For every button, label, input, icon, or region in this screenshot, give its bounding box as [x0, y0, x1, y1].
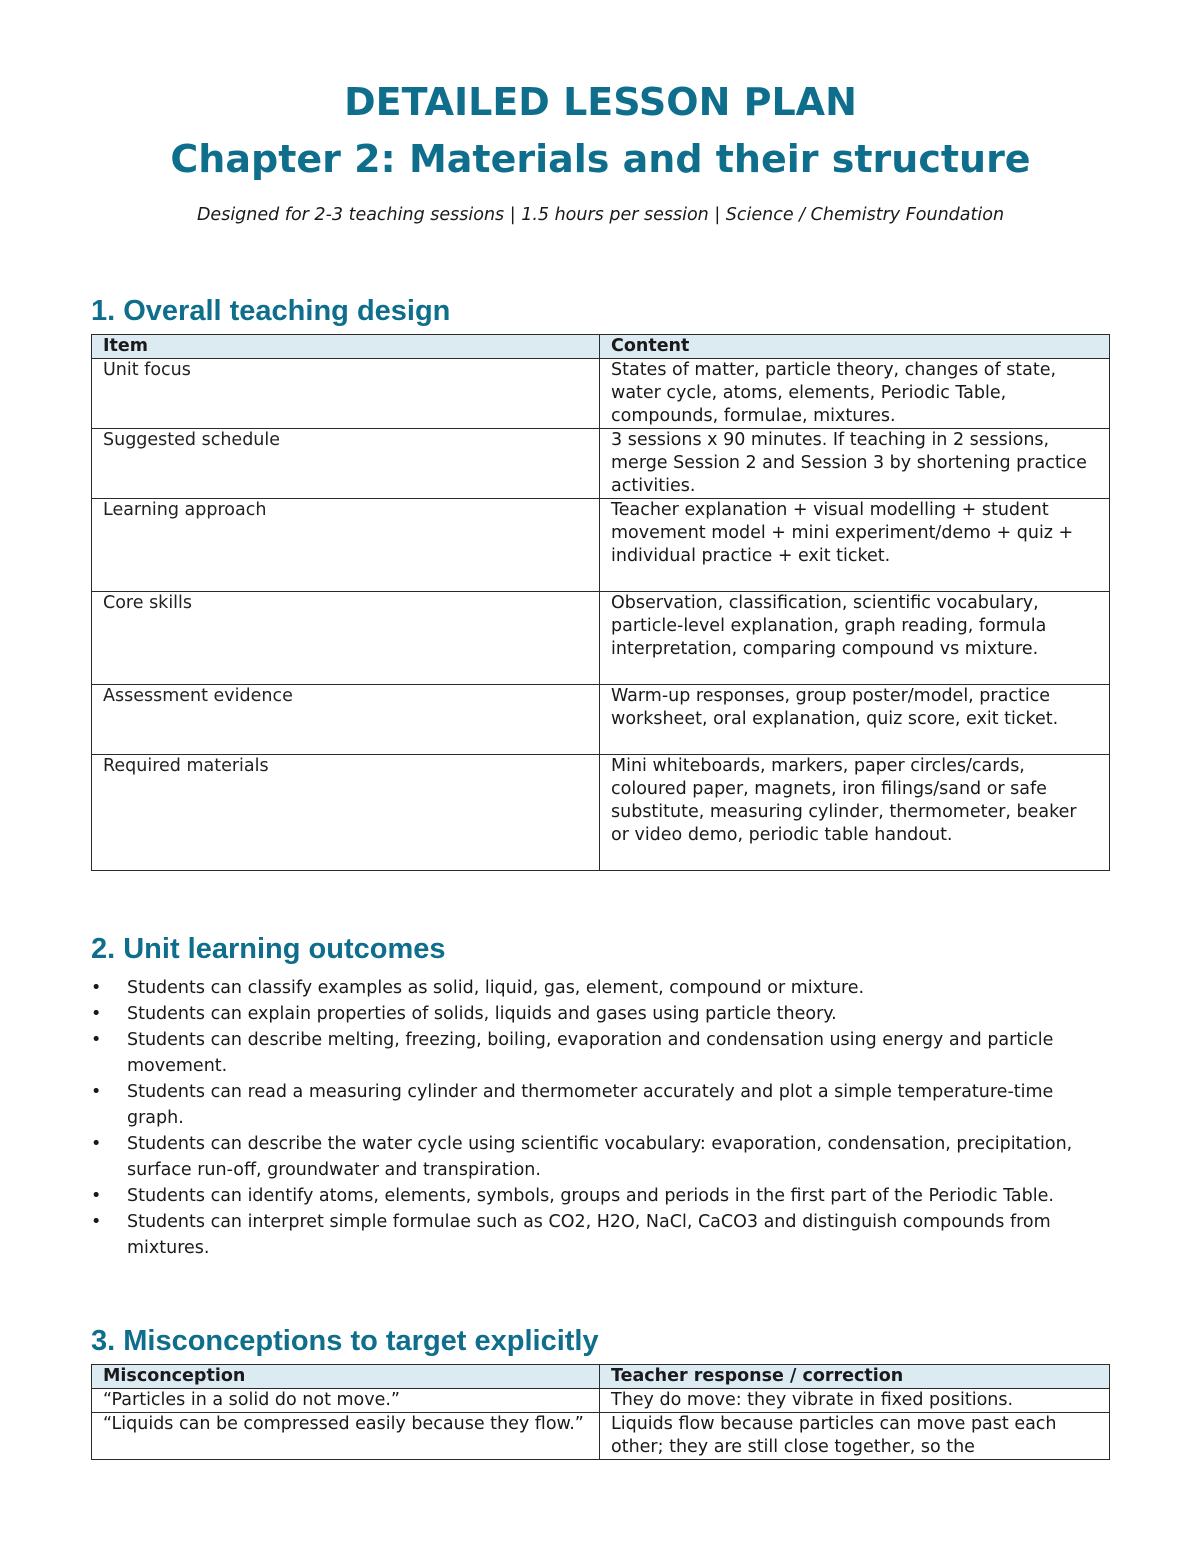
table-header-row	[92, 1365, 1110, 1389]
list-item	[91, 1027, 1110, 1079]
content-cell: Teacher explanation + visual modelling + student movement model + mini experiment/demo + quiz + individual practice + exit ticket.	[600, 499, 1110, 592]
list-item	[91, 1001, 1110, 1027]
response-cell: Liquids flow because particles can move past each other; they are still close together, so the	[600, 1413, 1110, 1460]
section-heading-misconceptions: 3. Misconceptions to target explicitly	[91, 1325, 599, 1357]
teaching-design-table	[91, 334, 1110, 871]
misconception-cell: “Liquids can be compressed easily because they flow.”	[92, 1413, 600, 1460]
content-cell: Warm-up responses, group poster/model, practice worksheet, oral explanation, quiz score, exit ticket.	[600, 685, 1110, 755]
bullet-icon: •	[91, 1030, 102, 1050]
list-item	[91, 975, 1110, 1001]
table-header-row	[92, 335, 1110, 359]
misconceptions-table	[91, 1364, 1110, 1460]
list-item	[91, 1183, 1110, 1209]
outcome-text: Students can explain properties of solids, liquids and gases using particle theory.	[127, 1004, 837, 1024]
document-subtitle: Designed for 2-3 teaching sessions | 1.5 hours per session | Science / Chemistry Foundation	[196, 205, 1005, 225]
outcome-text: Students can read a measuring cylinder and thermometer accurately and plot a simple temperature-time graph.	[127, 1082, 1054, 1128]
response-cell: They do move: they vibrate in fixed positions.	[600, 1389, 1110, 1413]
content-cell: States of matter, particle theory, changes of state, water cycle, atoms, elements, Periodic Table, compounds, formulae, mixtures.	[600, 359, 1110, 429]
table-row	[92, 359, 1110, 429]
content-cell: Mini whiteboards, markers, paper circles/cards, coloured paper, magnets, iron filings/sand or safe substitute, measuring cylinder, thermometer, beaker or video demo, periodic table handout.	[600, 755, 1110, 871]
item-cell: Learning approach	[92, 499, 600, 592]
content-cell: Observation, classification, scientific vocabulary, particle-level explanation, graph reading, formula interpretation, comparing compound vs mixture.	[600, 592, 1110, 685]
outcome-text: Students can interpret simple formulae such as CO2, H2O, NaCl, CaCO3 and distinguish compounds from mixtures.	[127, 1212, 1051, 1258]
outcome-text: Students can identify atoms, elements, symbols, groups and periods in the first part of the Periodic Table.	[127, 1186, 1054, 1206]
bullet-icon: •	[91, 1186, 102, 1206]
item-cell: Suggested schedule	[92, 429, 600, 499]
bullet-icon: •	[91, 978, 102, 998]
section-heading-learning-outcomes: 2. Unit learning outcomes	[91, 933, 446, 965]
table-row	[92, 1413, 1110, 1460]
column-header: Misconception	[92, 1365, 600, 1389]
outcome-text: Students can describe the water cycle using scientific vocabulary: evaporation, condensation, precipitation, surface run-off, groundwater and transpiration.	[127, 1134, 1073, 1180]
learning-outcomes-list	[91, 975, 1110, 1261]
list-item	[91, 1079, 1110, 1131]
document-page	[91, 0, 1110, 1460]
column-header: Content	[600, 335, 1110, 359]
item-cell: Assessment evidence	[92, 685, 600, 755]
table-row	[92, 499, 1110, 592]
misconception-cell: “Particles in a solid do not move.”	[92, 1389, 600, 1413]
column-header: Item	[92, 335, 600, 359]
bullet-icon: •	[91, 1134, 102, 1154]
bullet-icon: •	[91, 1212, 102, 1232]
document-title: DETAILED LESSON PLAN	[344, 80, 857, 124]
item-cell: Unit focus	[92, 359, 600, 429]
bullet-icon: •	[91, 1004, 102, 1024]
table-row	[92, 755, 1110, 871]
content-cell: 3 sessions x 90 minutes. If teaching in 2 sessions, merge Session 2 and Session 3 by shortening practice activities.	[600, 429, 1110, 499]
chapter-title: Chapter 2: Materials and their structure	[170, 137, 1031, 181]
item-cell: Core skills	[92, 592, 600, 685]
list-item	[91, 1131, 1110, 1183]
table-row	[92, 685, 1110, 755]
outcome-text: Students can describe melting, freezing, boiling, evaporation and condensation using energy and particle movement.	[127, 1030, 1054, 1076]
section-heading-teaching-design: 1. Overall teaching design	[91, 295, 451, 327]
table-row	[92, 592, 1110, 685]
outcome-text: Students can classify examples as solid, liquid, gas, element, compound or mixture.	[127, 978, 865, 998]
column-header: Teacher response / correction	[600, 1365, 1110, 1389]
bullet-icon: •	[91, 1082, 102, 1102]
list-item	[91, 1209, 1110, 1261]
table-row	[92, 1389, 1110, 1413]
table-row	[92, 429, 1110, 499]
item-cell: Required materials	[92, 755, 600, 871]
